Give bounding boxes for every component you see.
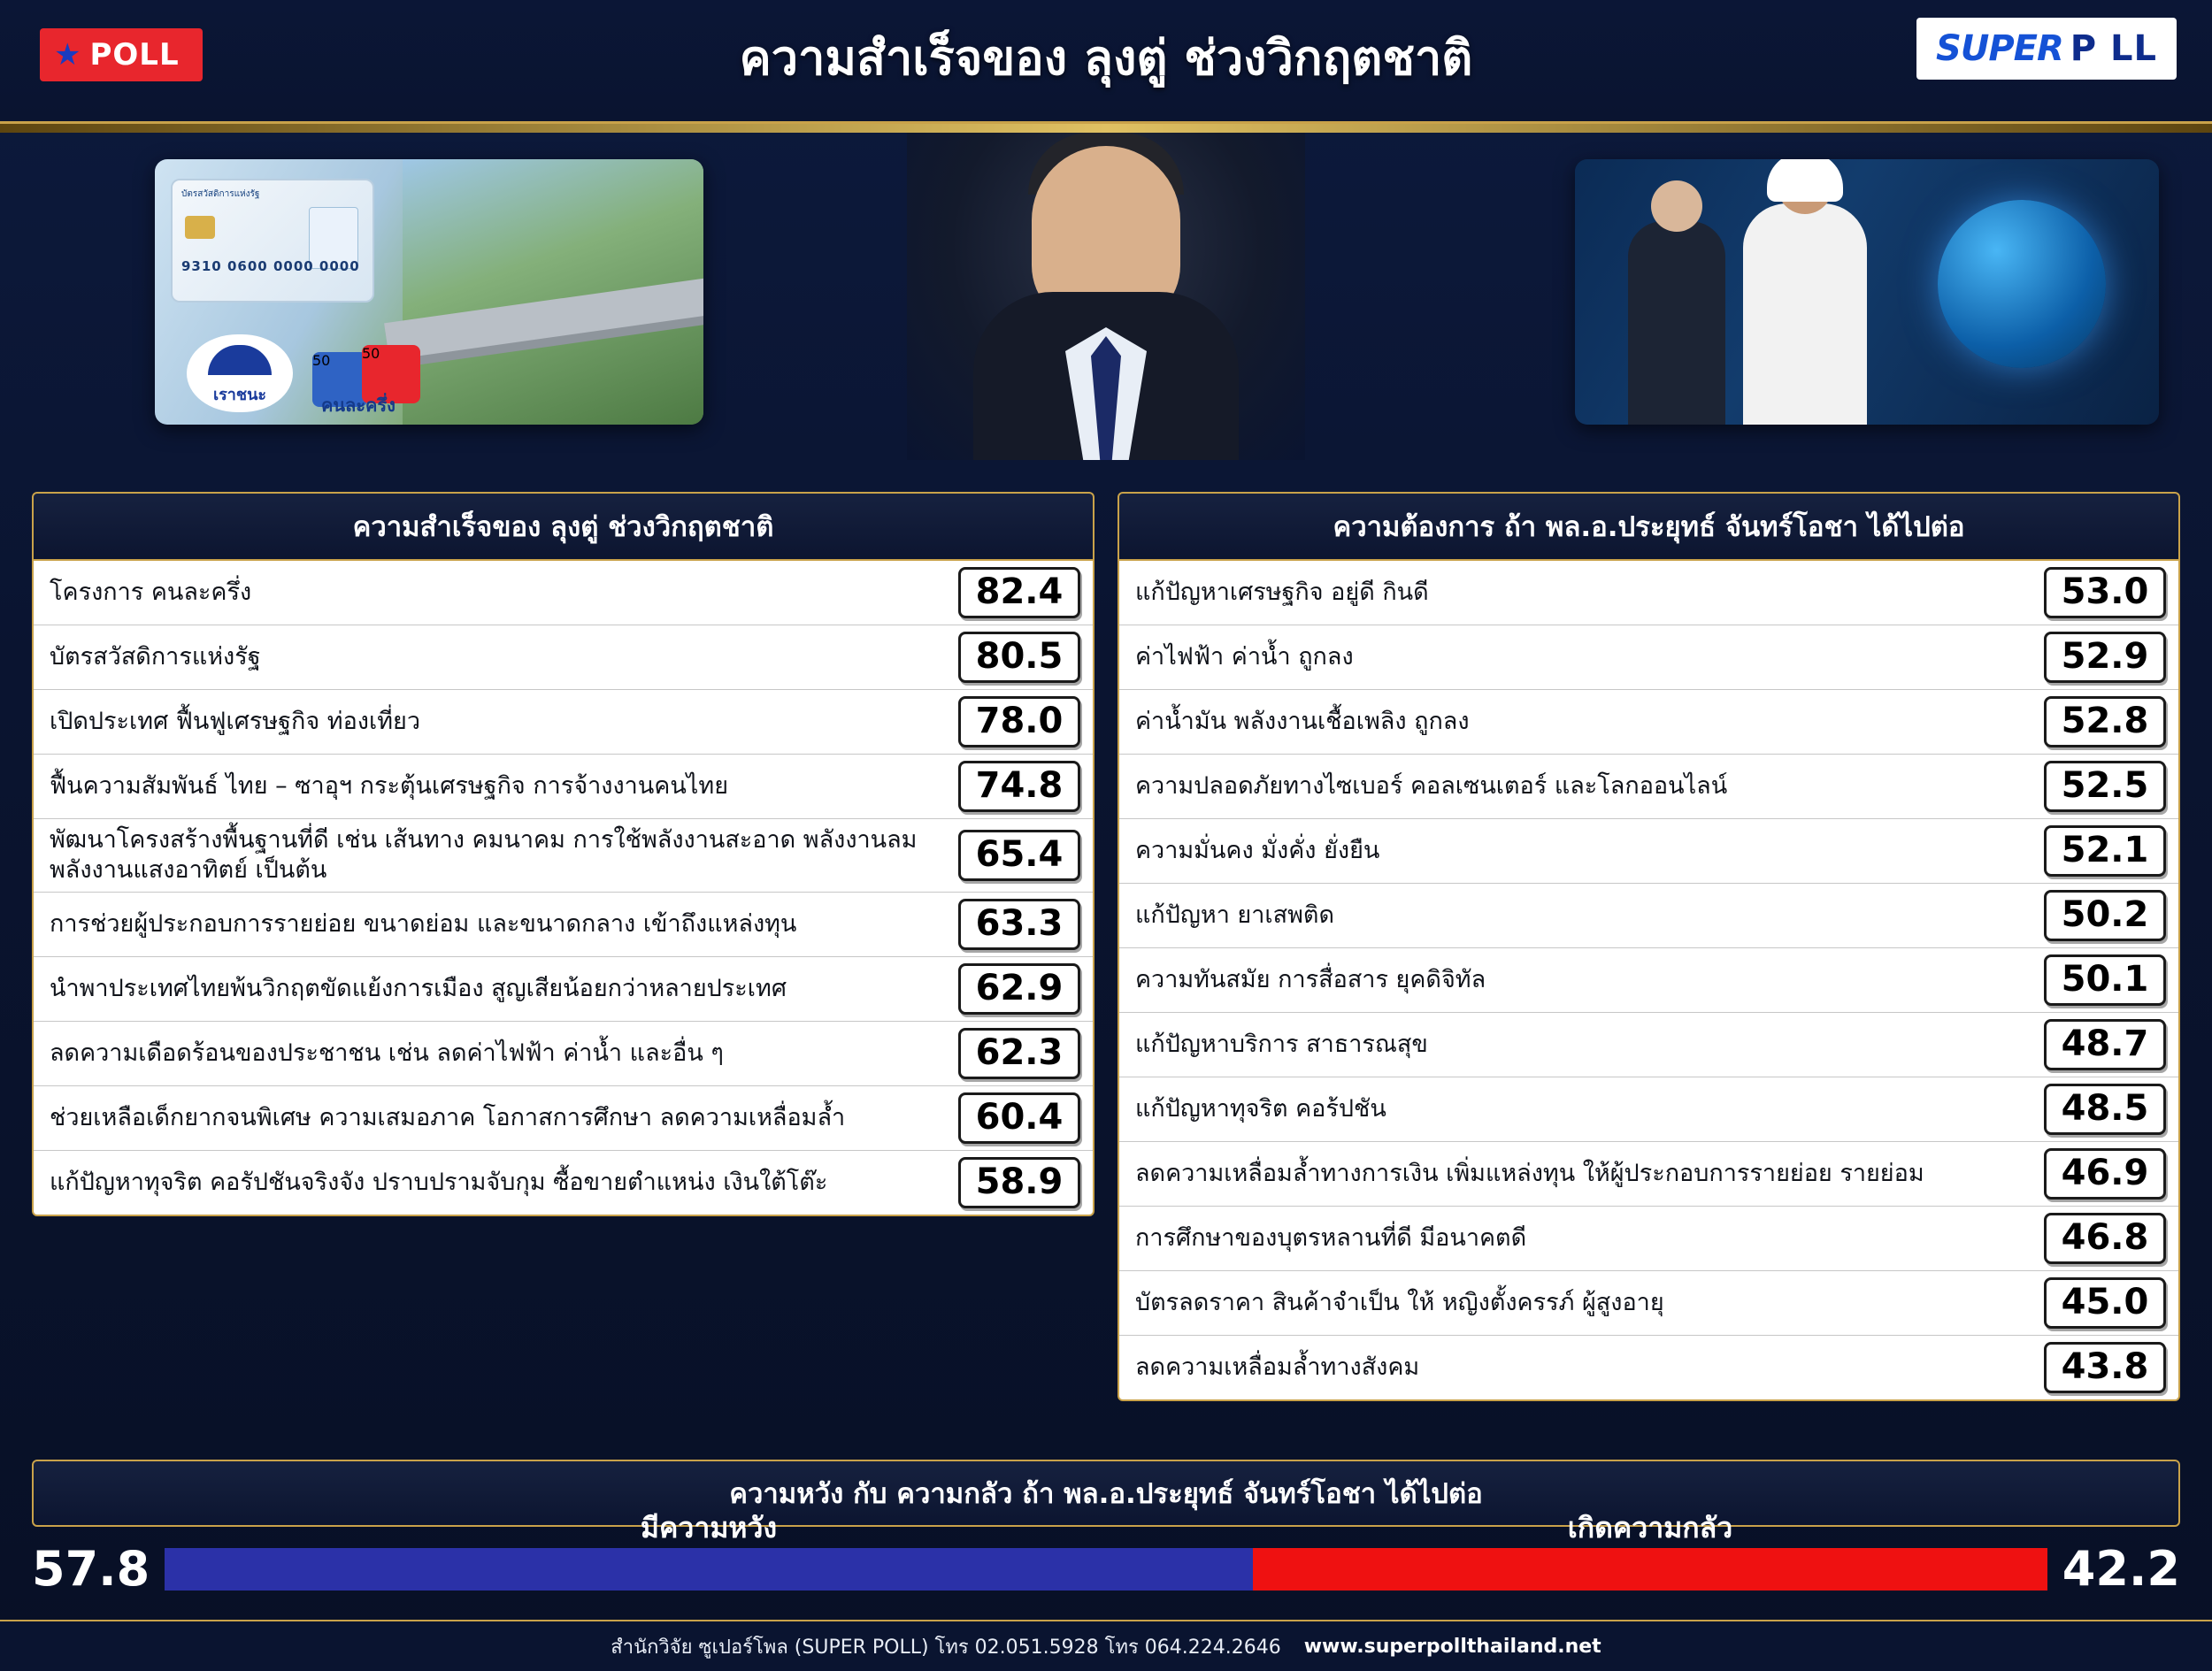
- right-panel-rows: [1118, 561, 2180, 1401]
- row-value: 52.1: [2044, 825, 2166, 877]
- table-row: [34, 819, 1093, 893]
- thai-official-figure: [1628, 221, 1725, 425]
- row-value: 78.0: [958, 696, 1080, 747]
- row-label: การช่วยผู้ประกอบการรายย่อย ขนาดย่อม และขนาดกลาง เข้าถึงแหล่งทุน: [50, 909, 797, 938]
- left-panel-heading: ความสำเร็จของ ลุงตู่ ช่วงวิกฤตชาติ: [32, 492, 1094, 561]
- gold-divider: [0, 124, 2212, 133]
- row-value: 48.7: [2044, 1019, 2166, 1070]
- row-value: 52.8: [2044, 696, 2166, 747]
- konlakrueng-label: คนละครึ่ง: [321, 395, 396, 416]
- row-value: 50.1: [2044, 954, 2166, 1006]
- row-label: ช่วยเหลือเด็กยากจนพิเศษ ความเสมอภาค โอกาสการศึกษา ลดความเหลื่อมล้ำ: [50, 1103, 846, 1131]
- saudi-official-figure: [1743, 203, 1867, 425]
- fear-value: 42.2: [2062, 1541, 2180, 1597]
- row-label: บัตรสวัสดิการแห่งรัฐ: [50, 643, 261, 671]
- row-label: ลดความเหลื่อมล้ำทางการเงิน เพิ่มแหล่งทุน ให้ผู้ประกอบการรายย่อย รายย่อม: [1135, 1160, 1924, 1188]
- row-label: ความทันสมัย การสื่อสาร ยุคดิจิทัล: [1135, 966, 1486, 994]
- brand-poll-text: P LL: [2070, 28, 2157, 69]
- pm-figure: [973, 195, 1239, 460]
- table-row: [1119, 1207, 2178, 1271]
- table-row: [1119, 690, 2178, 755]
- row-value: 65.4: [958, 830, 1080, 881]
- table-row: [1119, 1013, 2178, 1077]
- row-value: 63.3: [958, 899, 1080, 950]
- row-label: ความมั่นคง มั่งคั่ง ยั่งยืน: [1135, 837, 1380, 865]
- right-panel-heading: ความต้องการ ถ้า พล.อ.ประยุทธ์ จันทร์โอชา ได้ไปต่อ: [1118, 492, 2180, 561]
- row-value: 48.5: [2044, 1084, 2166, 1135]
- hope-fear-bars: [32, 1510, 2180, 1597]
- welfare-projects-photo: [155, 159, 703, 425]
- table-row: [1119, 948, 2178, 1013]
- puzzle-piece-right: 50: [362, 345, 420, 403]
- footer: [0, 1620, 2212, 1671]
- raochana-logo: [187, 334, 293, 412]
- row-label: การศึกษาของบุตรหลานที่ดี มีอนาคตดี: [1135, 1224, 1527, 1253]
- table-row: [34, 957, 1093, 1022]
- row-label: เปิดประเทศ ฟื้นฟูเศรษฐกิจ ท่องเที่ยว: [50, 708, 421, 736]
- table-row: [1119, 884, 2178, 948]
- stacked-bar: [165, 1510, 2047, 1591]
- row-value: 50.2: [2044, 890, 2166, 941]
- star-icon: ★: [54, 37, 81, 73]
- row-label: โครงการ คนละครึ่ง: [50, 579, 252, 607]
- card-chip-icon: [185, 216, 215, 239]
- header: [0, 0, 2212, 124]
- footer-website[interactable]: www.superpollthailand.net: [1303, 1635, 1601, 1658]
- left-panel-rows: [32, 561, 1094, 1216]
- row-label: พัฒนาโครงสร้างพื้นฐานที่ดี เช่น เส้นทาง คมนาคม การใช้พลังงานสะอาด พลังงานลม พลังงานแสงอาทิตย์ เป็นต้น: [50, 826, 918, 884]
- raochana-label: เราชนะ: [212, 386, 267, 404]
- table-row: [1119, 755, 2178, 819]
- row-label: แก้ปัญหา ยาเสพติด: [1135, 901, 1334, 930]
- row-label: ค่าน้ำมัน พลังงานเชื้อเพลิง ถูกลง: [1135, 708, 1470, 736]
- row-value: 52.5: [2044, 761, 2166, 812]
- row-value: 58.9: [958, 1157, 1080, 1208]
- table-row: [34, 625, 1093, 690]
- hope-label: มีความหวัง: [640, 1510, 778, 1545]
- left-results-panel: [32, 492, 1094, 1401]
- row-value: 62.9: [958, 963, 1080, 1015]
- row-label: ลดความเหลื่อมล้ำทางสังคม: [1135, 1353, 1420, 1382]
- row-value: 80.5: [958, 632, 1080, 683]
- row-value: 74.8: [958, 761, 1080, 812]
- welfare-card-image: [171, 179, 374, 303]
- table-row: [34, 1086, 1093, 1151]
- people-icon: [208, 345, 272, 375]
- row-label: แก้ปัญหาเศรษฐกิจ อยู่ดี กินดี: [1135, 579, 1429, 607]
- saudi-relations-photo: [1575, 159, 2159, 425]
- row-value: 46.8: [2044, 1213, 2166, 1264]
- table-row: [1119, 1271, 2178, 1336]
- puzzle-piece-left: 50: [312, 352, 367, 407]
- table-row: [34, 690, 1093, 755]
- headdress-shape: [1767, 159, 1843, 202]
- thai-official-head: [1651, 180, 1702, 232]
- photo-band: [0, 133, 2212, 487]
- globe-icon: [1938, 200, 2106, 368]
- table-row: [1119, 819, 2178, 884]
- row-label: แก้ปัญหาบริการ สาธารณสุข: [1135, 1031, 1428, 1059]
- row-label: ค่าไฟฟ้า ค่าน้ำ ถูกลง: [1135, 643, 1354, 671]
- row-label: ฟื้นความสัมพันธ์ ไทย – ซาอุฯ กระตุ้นเศรษฐกิจ การจ้างงานคนไทย: [50, 772, 729, 801]
- konlakrueng-logo: [312, 340, 445, 416]
- row-value: 62.3: [958, 1028, 1080, 1079]
- right-results-panel: [1118, 492, 2180, 1401]
- table-row: [34, 893, 1093, 957]
- row-label: ลดความเดือดร้อนของประชาชน เช่น ลดค่าไฟฟ้า ค่าน้ำ และอื่น ๆ: [50, 1039, 724, 1067]
- page-title: ความสำเร็จของ ลุงตู่ ช่วงวิกฤตชาติ: [739, 30, 1473, 86]
- row-value: 46.9: [2044, 1148, 2166, 1200]
- fear-bar-segment: [1253, 1548, 2047, 1591]
- table-row: [1119, 1142, 2178, 1207]
- prime-minister-portrait: [907, 133, 1305, 460]
- brand-super-text: SUPER: [1936, 28, 2063, 69]
- poll-badge-label: POLL: [89, 37, 180, 73]
- hope-value: 57.8: [32, 1541, 150, 1597]
- hope-fear-section: [32, 1460, 2180, 1597]
- footer-office-text: สำนักวิจัย ซูเปอร์โพล (SUPER POLL) โทร 02.051.5928 โทร 064.224.2646: [611, 1636, 1281, 1659]
- hope-bar-segment: [165, 1548, 1253, 1591]
- welfare-card-number: 9310 0600 0000 0000: [181, 258, 360, 274]
- row-value: 45.0: [2044, 1277, 2166, 1329]
- table-row: [1119, 625, 2178, 690]
- brand-logo: [1916, 18, 2177, 80]
- table-row: [34, 1022, 1093, 1086]
- table-row: [1119, 1336, 2178, 1399]
- results-panels: [0, 492, 2212, 1401]
- welfare-card-title: บัตรสวัสดิการแห่งรัฐ: [181, 189, 260, 199]
- table-row: [1119, 561, 2178, 625]
- row-value: 52.9: [2044, 632, 2166, 683]
- table-row: [34, 755, 1093, 819]
- row-label: นำพาประเทศไทยพ้นวิกฤตขัดแย้งการเมือง สูญเสียน้อยกว่าหลายประเทศ: [50, 974, 787, 1002]
- row-value: 60.4: [958, 1092, 1080, 1144]
- row-value: 53.0: [2044, 567, 2166, 618]
- fear-label: เกิดความกลัว: [1567, 1510, 1733, 1545]
- hope-fear-heading: ความหวัง กับ ความกลัว ถ้า พล.อ.ประยุทธ์ จันทร์โอชา ได้ไปต่อ: [32, 1460, 2180, 1527]
- table-row: [1119, 1077, 2178, 1142]
- bar-label-row: [165, 1506, 2047, 1551]
- row-label: แก้ปัญหาทุจริต คอร้ปชัน: [1135, 1095, 1386, 1123]
- highway-illustration: [403, 159, 703, 425]
- row-value: 82.4: [958, 567, 1080, 618]
- row-value: 43.8: [2044, 1342, 2166, 1393]
- row-label: แก้ปัญหาทุจริต คอรัปชันจริงจัง ปราบปรามจับกุม ซื้อขายตำแหน่ง เงินใต้โต๊ะ: [50, 1168, 828, 1196]
- table-row: [34, 1151, 1093, 1215]
- table-row: [34, 561, 1093, 625]
- row-label: ความปลอดภัยทางไซเบอร์ คอลเซนเตอร์ และโลกออนไลน์: [1135, 772, 1728, 801]
- row-label: บัตรลดราคา สินค้าจำเป็น ให้ หญิงตั้งครรภ์ ผู้สูงอายุ: [1135, 1289, 1664, 1317]
